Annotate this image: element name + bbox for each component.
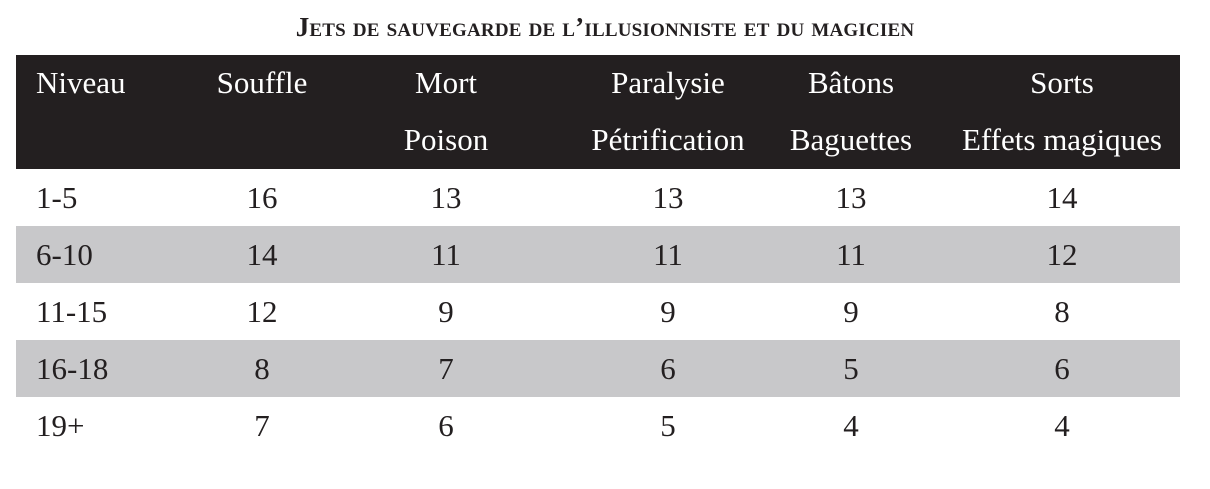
paralysie-cell: 13 <box>652 180 684 215</box>
table-row <box>16 169 1180 226</box>
souffle-cell: 7 <box>254 408 270 443</box>
paralysie-cell: 9 <box>660 294 676 329</box>
level-cell: 11-15 <box>36 294 108 329</box>
sorts-cell: 4 <box>1054 408 1070 443</box>
paralysie-cell: 6 <box>660 351 676 386</box>
table-row <box>16 340 1180 397</box>
table-row <box>16 226 1180 283</box>
souffle-cell: 12 <box>246 294 278 329</box>
mort-poison-cell: 9 <box>438 294 454 329</box>
souffle-cell: 14 <box>246 237 278 272</box>
table-title: Jets de sauvegarde de l’illusionniste et du magicien <box>295 12 915 42</box>
table-row <box>16 397 1180 454</box>
sorts-cell: 12 <box>1046 237 1078 272</box>
table-header <box>16 55 1180 169</box>
batons-cell: 9 <box>843 294 859 329</box>
saving-throws-table <box>16 55 1180 454</box>
column-header-souffle: Souffle <box>216 65 308 100</box>
souffle-cell: 8 <box>254 351 270 386</box>
table-row <box>16 283 1180 340</box>
level-cell: 1-5 <box>36 180 78 215</box>
column-header-paralysie-petrification: Paralysie Pétrification <box>591 65 745 157</box>
column-header-mort-poison: Mort Poison <box>403 65 489 157</box>
sorts-cell: 14 <box>1046 180 1078 215</box>
mort-poison-cell: 7 <box>438 351 454 386</box>
column-header-batons-baguettes: Bâtons Baguettes <box>789 65 913 157</box>
column-header-niveau: Niveau <box>36 65 126 100</box>
sorts-cell: 8 <box>1054 294 1070 329</box>
mort-poison-cell: 13 <box>430 180 462 215</box>
souffle-cell: 16 <box>246 180 278 215</box>
sorts-cell: 6 <box>1054 351 1070 386</box>
batons-cell: 4 <box>843 408 859 443</box>
column-header-sorts-effets-magiques: Sorts Effets magiques <box>961 65 1163 157</box>
mort-poison-cell: 6 <box>438 408 454 443</box>
batons-cell: 13 <box>835 180 867 215</box>
paralysie-cell: 5 <box>660 408 676 443</box>
batons-cell: 11 <box>836 237 866 272</box>
batons-cell: 5 <box>843 351 859 386</box>
paralysie-cell: 11 <box>653 237 683 272</box>
level-cell: 16-18 <box>36 351 109 386</box>
mort-poison-cell: 11 <box>431 237 461 272</box>
level-cell: 6-10 <box>36 237 93 272</box>
level-cell: 19+ <box>36 408 85 443</box>
